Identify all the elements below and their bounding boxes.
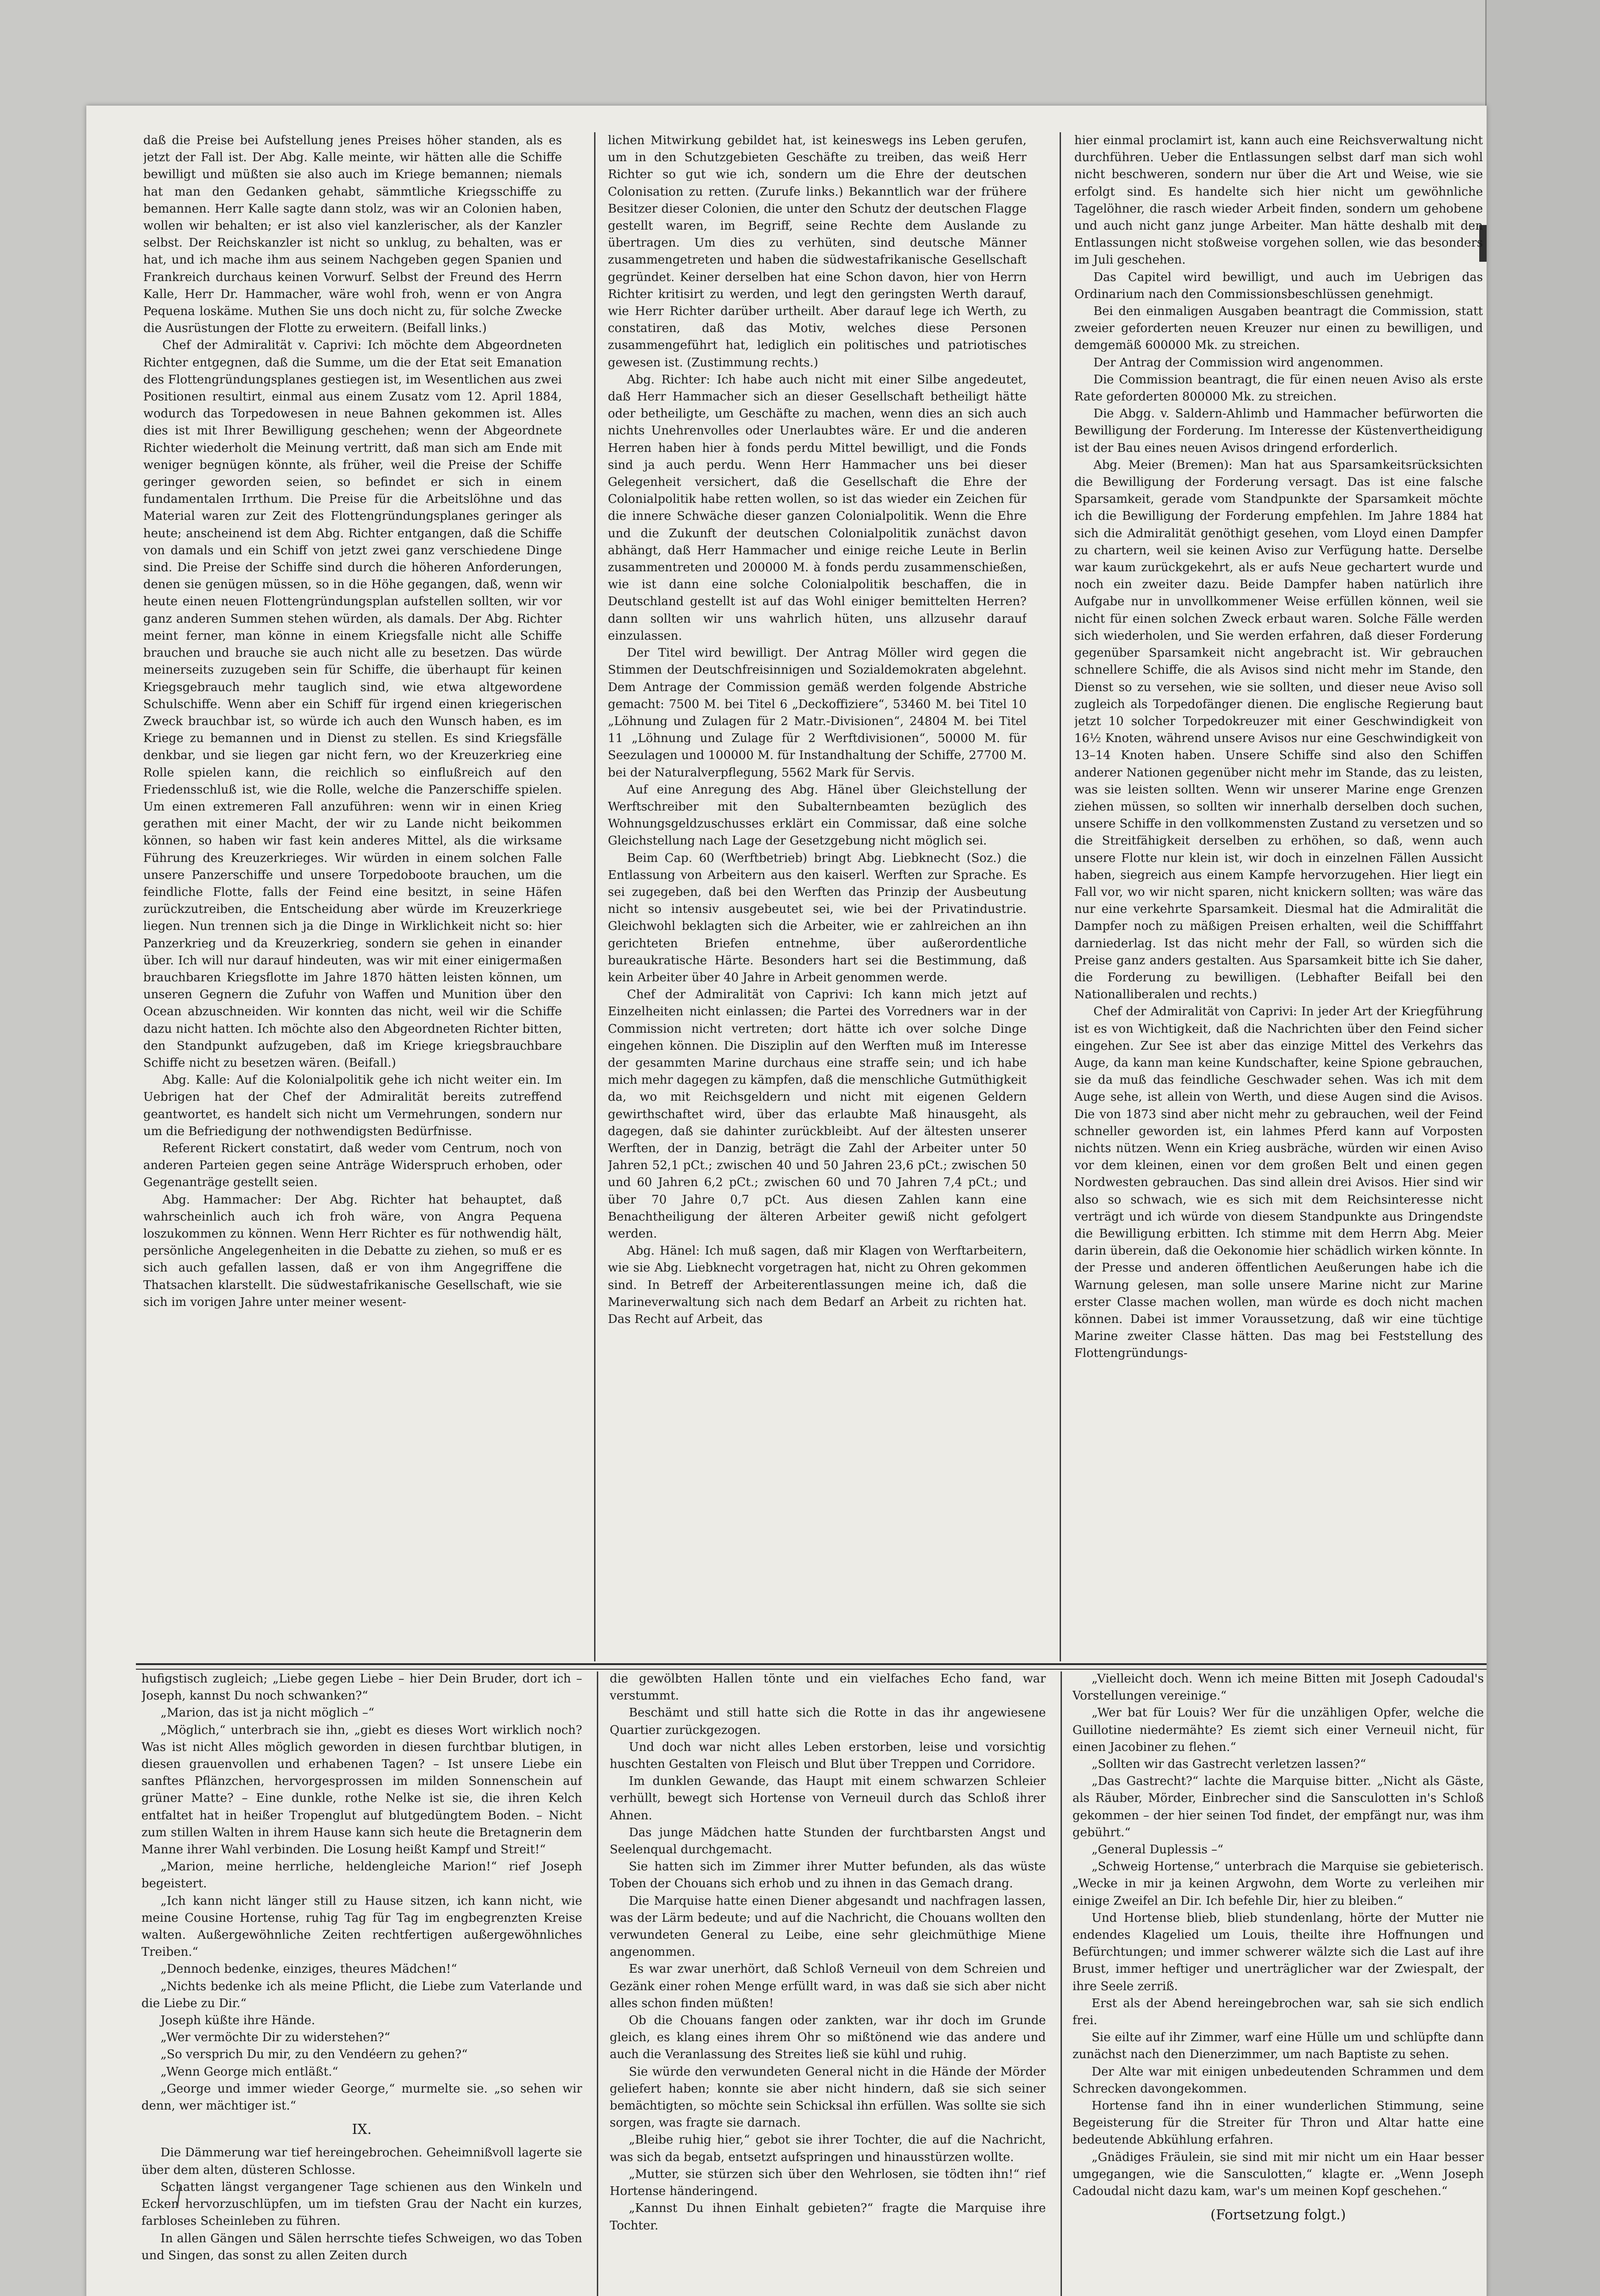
paragraph: „Vielleicht doch. Wenn ich meine Bitten mit Joseph Cadoudal's Vorstellungen vereinige.“ bbox=[1072, 1672, 1484, 1703]
paragraph: „Möglich,“ unterbrach sie ihn, „giebt es dieses Wort wirklich noch? Was ist nicht Alles möglich geworden in diesen furchtbar blutigen, in diesen grauenvollen und erhabenen Tagen? – Ist unsere Liebe ein sanftes Pflänzchen, hervorgesprossen im milden Sonnenschein auf grüner Matte? – Eine dunkle, rothe Nelke ist sie, die ihren Kelch entfaltet hat in heißer Tropenglut auf blutgedüngtem Boden. – Nicht zum stillen Walten in ihrem Hause kann sich heute die Bretagnerin dem Manne ihrer Wahl verbinden. Die Losung heißt Kampf und Streit!“ bbox=[141, 1723, 582, 1857]
paragraph: Die Commission beantragt, die für einen neuen Aviso als erste Rate geforderten 800000 Mk. zu streichen. bbox=[1074, 372, 1483, 404]
paragraph: „Nichts bedenke ich als meine Pflicht, die Liebe zum Vaterlande und die Liebe zu Dir.“ bbox=[141, 1979, 582, 2010]
paragraph: Erst als der Abend hereingebrochen war, sah sie sich endlich frei. bbox=[1072, 1996, 1484, 2028]
paragraph: Chef der Admiralität von Caprivi: Ich kann mich jetzt auf Einzelheiten nicht einlassen; die Partei des Vorredners war in der Commission nicht vertreten; dort hätte ich over solche Dinge eingehen können. Die Disziplin auf den Werften muß im Interesse der gesammten Marine durchaus eine straffe sein; und ich habe mich mehr dagegen zu kämpfen, daß die menschliche Gutmüthigkeit da, wo mit Reichsgeldern und nicht mit eigenen Geldern gewirthschaftet wird, über das erlaubte Maß hinausgeht, als dagegen, daß sie dahinter zurückbleibt. Auf der ältesten unserer Werften, der in Danzig, beträgt die Zahl der Arbeiter unter 50 Jahren 52,1 pCt.; zwischen 40 und 50 Jahren 23,6 pCt.; zwischen 50 und 60 Jahren 6,2 pCt.; zwischen 60 und 70 Jahren 7,4 pCt.; und über 70 Jahre 0,7 pCt. Aus diesen Zahlen kann eine Benachtheiligung der älteren Arbeiter gewiß nicht gefolgert werden. bbox=[608, 988, 1027, 1241]
paragraph: die gewölbten Hallen tönte und ein vielfaches Echo fand, war verstummt. bbox=[610, 1672, 1046, 1703]
paragraph: Abg. Kalle: Auf die Kolonialpolitik gehe ich nicht weiter ein. Im Uebrigen hat der Chef der Admiralität bereits zutreffend geantwortet, es handelt sich nicht um Vermehrungen, sondern nur um die Befriedigung der nothwendigsten Bedürfnisse. bbox=[143, 1073, 562, 1138]
continuation-note: (Fortsetzung folgt.) bbox=[1210, 2207, 1346, 2223]
paragraph: Joseph küßte ihre Hände. bbox=[160, 2014, 315, 2028]
paragraph: In allen Gängen und Sälen herrschte tiefes Schweigen, wo das Toben und Singen, das sonst zu allen Zeiten durch bbox=[141, 2231, 582, 2262]
paragraph: „Bleibe ruhig hier,“ gebot sie ihrer Tochter, die auf die Nachricht, was sich da begab, entsetzt aufspringen und hinausstürzen wollte. bbox=[610, 2133, 1046, 2164]
paragraph: Abg. Hammacher: Der Abg. Richter hat behauptet, daß wahrscheinlich auch ich froh wäre, von Angra Pequena loszukommen zu können. Wenn Herr Richter es für nothwendig hält, persönliche Angelegenheiten in die Debatte zu ziehen, so muß er es sich auch gefallen lassen, daß er von ihm Angegriffene die Thatsachen klarstellt. Die südwestafrikanische Gesellschaft, wie sie sich im vorigen Jahre unter meiner wesent- bbox=[143, 1193, 562, 1309]
paragraph: „Schweig Hortense,“ unterbrach die Marquise sie gebieterisch. „Wecke in mir ja keinen Argwohn, dem Worte zu verleihen mir einige Zweifel an Dir. Ich befehle Dir, hier zu bleiben.“ bbox=[1072, 1860, 1484, 1908]
paragraph: Der Alte war mit einigen unbedeutenden Schrammen und dem Schrecken davongekommen. bbox=[1072, 2065, 1484, 2096]
scanner-background-strip bbox=[1487, 0, 1600, 2296]
paragraph: Das junge Mädchen hatte Stunden der furchtbarsten Angst und Seelenqual durchgemacht. bbox=[610, 1825, 1046, 1857]
paragraph: Die Dämmerung war tief hereingebrochen. Geheimnißvoll lagerte sie über dem alten, düsteren Schlosse. bbox=[141, 2146, 582, 2177]
paragraph: Die Marquise hatte einen Diener abgesandt und nachfragen lassen, was der Lärm bedeute; und auf die Nachricht, die Chouans wollten den verwundeten General zu Leibe, eine sehr gleichmüthige Miene angenommen. bbox=[610, 1894, 1046, 1959]
parliament-report-column-1 bbox=[143, 132, 562, 1661]
feuilleton-column-3 bbox=[1072, 1671, 1484, 2296]
feuilleton-separator-rule bbox=[136, 1663, 1487, 1670]
paragraph: daß die Preise bei Aufstellung jenes Preises höher standen, als es jetzt der Fall ist. Der Abg. Kalle meinte, wir hätten alle die Schiffe bewilligt und müßten sie also auch im Kriege bemannen; niemals hat man den Gedanken gehabt, sämmtliche Kriegsschiffe zu bemannen. Herr Kalle sagte dann stolz, was wir an Colonien haben, wollen wir behalten; er ist also viel kanzlerischer, als der Kanzler selbst. Der Reichskanzler ist nicht so unklug, zu behalten, was er hat, und ich mache ihm aus seinem Nachgeben gegen Spanien und Frankreich durchaus keinen Vorwurf. Selbst der Freund des Herrn Kalle, Herr Dr. Hammacher, wäre wohl froh, wenn er von Angra Pequena loskäme. Muthen Sie uns doch nicht zu, für solche Zwecke die Ausrüstungen der Flotte zu erweitern. (Beifall links.) bbox=[143, 134, 562, 336]
feuilleton-column-2 bbox=[610, 1671, 1046, 2296]
paragraph: Chef der Admiralität von Caprivi: In jeder Art der Kriegführung ist es von Wichtigkeit, daß die Nachrichten über den Feind sicher eingehen. Zur See ist aber das einzige Mittel des Verkehrs das Auge, da kann man keine Kundschafter, keine Spione gebrauchen, sie da muß das feindliche Geschwader sehen. Was ich mit dem Auge sehe, ist allein von Werth, und diese Augen sind die Avisos. Die von 1873 sind aber nicht mehr zu gebrauchen, weil der Feind schneller geworden ist, ein lahmes Pferd kann auf Vorposten nichts nützen. Wenn ein Krieg ausbräche, würden wir einen Aviso vor dem kleinen, einen vor dem großen Belt und einen gegen Nordwesten gebrauchen. Das sind allein drei Avisos. Hier sind wir also so schwach, wie es sich mit dem Reichsinteresse nicht verträgt und ich würde von diesem Standpunkte aus Dringendste die Bewilligung erbitten. Ich stimme mit dem Herrn Abg. Meier darin überein, daß die Oekonomie hier schädlich wirken könnte. In der Presse und anderen öffentlichen Aeußerungen habe ich die Warnung gelesen, man solle unsere Marine nicht zur Marine erster Classe machen wollen, man würde es doch nicht machen können. Dabei ist immer Voraussetzung, daß wir eine tüchtige Marine zweiter Classe hätten. Das mag bei Feststellung des Flottengründungs- bbox=[1074, 1005, 1483, 1361]
paragraph: „Kannst Du ihnen Einhalt gebieten?“ fragte die Marquise ihre Tochter. bbox=[610, 2201, 1046, 2233]
paragraph: „General Duplessis –“ bbox=[1091, 1843, 1224, 1857]
paragraph: hier einmal proclamirt ist, kann auch eine Reichsverwaltung nicht durchführen. Ueber die Entlassungen selbst darf man sich wohl nicht beschweren, sondern nur über die Art und Weise, wie sie erfolgt sind. Es handelte sich hier nicht um gewöhnliche Tagelöhner, die rasch wieder Arbeit finden, sondern um gehobene und auch nicht ganz junge Arbeiter. Man hätte deshalb mit den Entlassungen nicht stoßweise vorgehen sollen, wie das besonders im Juli geschehen. bbox=[1074, 134, 1483, 267]
paragraph: Schatten längst vergangener Tage schienen aus den Winkeln und Ecken hervorzuschlüpfen, um im tiefsten Grau der Nacht ein kurzes, farbloses Scheinleben zu führen. bbox=[141, 2180, 582, 2228]
paragraph: „Sollten wir das Gastrecht verletzen lassen?“ bbox=[1091, 1757, 1366, 1772]
paragraph: Abg. Hänel: Ich muß sagen, daß mir Klagen von Werftarbeitern, wie sie Abg. Liebknecht vorgetragen hat, nicht zu Ohren gekommen sind. In Betreff der Arbeiterentlassungen meine ich, daß die Marineverwaltung sich nach dem Bedarf an Arbeit zu richten hat. Das Recht auf Arbeit, das bbox=[608, 1244, 1027, 1327]
column-divider bbox=[1060, 132, 1061, 1661]
paragraph: Sie würde den verwundeten General nicht in die Hände der Mörder geliefert haben; konnte sie aber nicht hindern, daß sie sich seiner bemächtigten, so möchte sein Schicksal ihn erfüllen. Was sollte sie sich sorgen, was fragte sie darnach. bbox=[610, 2065, 1046, 2130]
paragraph: „Das Gastrecht?“ lachte die Marquise bitter. „Nicht als Gäste, als Räuber, Mörder, Einbrecher sind die Sansculotten in's Schloß gekommen – der hier seinen Tod findet, der empfängt nur, was ihm gebührt.“ bbox=[1072, 1774, 1484, 1840]
paragraph: Sie eilte auf ihr Zimmer, warf eine Hülle um und schlüpfte dann zunächst nach den Dienerzimmer, um nach Baptiste zu sehen. bbox=[1072, 2031, 1484, 2062]
paragraph: „Marion, meine herrliche, heldengleiche Marion!“ rief Joseph begeistert. bbox=[141, 1860, 582, 1891]
paragraph: „Wenn George mich entläßt.“ bbox=[160, 2065, 338, 2079]
parliament-report-column-2 bbox=[608, 132, 1027, 1661]
column-divider bbox=[594, 132, 595, 1661]
paragraph: Es war zwar unerhört, daß Schloß Verneuil von dem Schreien und Gezänk einer rohen Menge erfüllt ward, in was daß sie sich aber nicht alles schon finden müßten! bbox=[610, 1962, 1046, 2010]
paragraph: Im dunklen Gewande, das Haupt mit einem schwarzen Schleier verhüllt, bewegt sich Hortense von Verneuil durch das Schloß ihrer Ahnen. bbox=[610, 1774, 1046, 1823]
paragraph: Das Capitel wird bewilligt, und auch im Uebrigen das Ordinarium nach den Commissionsbeschlüssen genehmigt. bbox=[1074, 270, 1483, 301]
paragraph: Hortense fand ihn in einer wunderlichen Stimmung, seine Begeisterung für die Streiter für Thron und Altar hatte eine bedeutende Abkühlung erfahren. bbox=[1072, 2099, 1484, 2147]
parliament-report-column-3 bbox=[1074, 132, 1483, 1661]
paragraph: Der Antrag der Commission wird angenommen. bbox=[1093, 355, 1384, 370]
newspaper-page bbox=[86, 106, 1487, 2296]
paragraph: Der Titel wird bewilligt. Der Antrag Möller wird gegen die Stimmen der Deutschfreisinnigen und Sozialdemokraten abgelehnt. Dem Antrage der Commission gemäß werden folgende Abstriche gemacht: 7500 M. bei Titel 6 „Deckoffiziere“, 53460 M. bei Titel 10 „Löhnung und Zulagen für 2 Matr.-Divisionen“, 24804 M. bei Titel 11 „Löhnung und Zulage für 2 Werftdivisionen“, 50000 M. für Seezulagen und 100000 M. für Instandhaltung der Schiffe, 27700 M. bei der Naturalverpflegung, 5562 Mark für Servis. bbox=[608, 646, 1027, 780]
paragraph: Chef der Admiralität v. Caprivi: Ich möchte dem Abgeordneten Richter entgegnen, daß die Summe, um die der Etat seit Emanation des Flottengründungsplanes gestiegen ist, im Wesentlichen aus zwei Positionen resultirt, einmal aus einem Zusatz vom 12. April 1884, wodurch das Torpedowesen in neue Bahnen gekommen ist. Alles dies ist mit Ihrer Bewilligung geschehen; wenn der Abgeordnete Richter wiederholt die Meinung vertritt, daß man sich am Ende mit weniger begnügen könnte, als früher, weil die Preise der Schiffe geringer geworden seien, so befindet er sich in einem fundamentalen Irrthum. Die Preise für die Arbeitslöhne und das Material waren zur Zeit des Flottengründungsplanes geringer als heute; anscheinend ist dem Abg. Richter entgangen, daß die Schiffe von damals und ein Schiff von jetzt zwei ganz verschiedene Dinge sind. Die Preise der Schiffe sind durch die höheren Anforderungen, denen sie genügen müssen, so in die Höhe gegangen, daß, wenn wir heute einen neuen Flottengründungsplan aufstellen sollten, wir vor ganz anderen Summen stehen würden, als damals. Der Abg. Richter meint ferner, man könne in einem Kriegsfalle nicht alle Schiffe brauchen und brauche sie auch nicht alle zu besetzen. Das würde meinerseits zuzugeben sein für Schiffe, die überhaupt für keinen Kriegsgebrauch mehr tauglich sind, wie etwa altgewordene Schulschiffe. Wenn aber ein Schiff für irgend einen kriegerischen Zweck brauchbar ist, so würde ich auch den Wunsch haben, es im Kriege zu bemannen und in Dienst zu stellen. Es sind Kriegsfälle denkbar, und sie liegen gar nicht fern, wo der Kreuzerkrieg eine Rolle spielen kann, die reichlich so einflußreich auf den Friedensschluß ist, wie die Rolle, welche die Panzerschiffe spielen. Um einen extremeren Fall anzuführen: wenn wir in einen Krieg gerathen mit einer Macht, der wir zu Lande nicht beikommen können, so haben wir fast kein anderes Mittel, als die wirksame Führung des Kreuzerkrieges. Wir würden in einem solchen Falle unsere Panzerschiffe und unsere Torpedoboote brauchen, um die feindliche Flotte, falls der Feind eine besitzt, in seine Häfen zurückzutreiben, die Entscheidung aber würde im Kreuzerkriege liegen. Nun trennen sich ja die Dinge in Wirklichkeit nicht so: hier Panzerkrieg und da Kreuzerkrieg, sondern sie gehen in einander über. Ich will nur darauf hindeuten, was wir mit einer einigermaßen brauchbaren Kriegsflotte im Jahre 1870 hätten leisten können, um unseren Gegnern die Zufuhr von Waffen und Munition über den Ocean abzuschneiden. Wir konnten das nicht, weil wir die Schiffe dazu nicht hatten. Ich möchte also den Abgeordneten Richter bitten, den Standpunkt aufzugeben, daß im Kriege kriegsbrauchbare Schiffe nicht zu besetzen wären. (Beifall.) bbox=[143, 338, 562, 1070]
paragraph: „George und immer wieder George,“ murmelte sie. „so sehen wir denn, wer mächtiger ist.“ bbox=[141, 2082, 582, 2113]
column-divider bbox=[597, 1671, 598, 2296]
paragraph: Und doch war nicht alles Leben erstorben, leise und vorsichtig huschten Gestalten von Fleisch und Blut über Treppen und Corridore. bbox=[610, 1740, 1046, 1772]
paragraph: Ob die Chouans fangen oder zankten, war ihr doch im Grunde gleich, es klang eines ihrem Ohr so mißtönend wie das andere und auch die Veranlassung des Streites ließ sie kühl und ruhig. bbox=[610, 2014, 1046, 2062]
paragraph: Auf eine Anregung des Abg. Hänel über Gleichstellung der Werftschreiber mit den Subalternbeamten bezüglich des Wohnungsgeldzuschusses erklärt ein Commissar, daß eine solche Gleichstellung nach Lage der Gesetzgebung nicht möglich sei. bbox=[608, 782, 1027, 848]
paragraph: „Dennoch bedenke, einziges, theures Mädchen!“ bbox=[160, 1962, 457, 1976]
paragraph: „Wer bat für Louis? Wer für die unzähligen Opfer, welche die Guillotine niedermähte? Es ziemt sich einer Verneuil nicht, für einen Jacobiner zu flehen.“ bbox=[1072, 1706, 1484, 1754]
paragraph: Die Abgg. v. Saldern-Ahlimb und Hammacher befürworten die Bewilligung der Forderung. Im Interesse der Küstenvertheidigung ist der Bau eines neuen Avisos dringend erforderlich. bbox=[1074, 407, 1483, 455]
paragraph: lichen Mitwirkung gebildet hat, ist keineswegs ins Leben gerufen, um in den Schutzgebieten Geschäfte zu treiben, das weiß Herr Richter so gut wie ich, sondern um die Ehre der deutschen Colonisation zu retten. (Zurufe links.) Bekanntlich war der frühere Besitzer dieser Colonien, die unter den Schutz der deutschen Flagge gestellt waren, im Begriff, seine Rechte dem Auslande zu übertragen. Um dies zu verhüten, sind deutsche Männer zusammengetreten und haben die südwestafrikanische Gesellschaft gegründet. Keiner derselben hat eine Schon davon, hier von Herrn Richter kritisirt zu werden, und legt den geringsten Werth darauf, wie Herr Richter darüber urtheilt. Aber darauf lege ich Werth, zu constatiren, daß das Motiv, welches diese Personen zusammengeführt hat, lediglich ein politisches und patriotisches gewesen ist. (Zustimmung rechts.) bbox=[608, 134, 1027, 370]
paragraph: „Ich kann nicht länger still zu Hause sitzen, ich kann nicht, wie meine Cousine Hortense, ruhig Tag für Tag im engbegrenzten Kreise walten. Außergewöhnliche Zeiten rechtfertigen außergewöhnliches Treiben.“ bbox=[141, 1894, 582, 1959]
paragraph: Referent Rickert constatirt, daß weder vom Centrum, noch von anderen Parteien gegen seine Anträge Widerspruch erhoben, oder Gegenanträge gestellt seien. bbox=[143, 1141, 562, 1190]
paragraph: Abg. Meier (Bremen): Man hat aus Sparsamkeitsrücksichten die Bewilligung der Forderung versagt. Das ist eine falsche Sparsamkeit, gerade vom Standpunkte der Sparsamkeit möchte ich die Bewilligung der Forderung empfehlen. Im Jahre 1884 hat sich die Admiralität genöthigt gesehen, vom Lloyd einen Dampfer zu chartern, weil sie keinen Aviso zur Verfügung hatte. Derselbe war kaum zurückgekehrt, als er aufs Neue gechartert wurde und noch ein zweiter dazu. Beide Dampfer haben natürlich ihre Aufgabe nur in unvollkommener Weise erfüllen können, weil sie nicht für einen solchen Zweck erbaut waren. Solche Fälle werden sich wiederholen, und Sie werden erfahren, daß dieser Forderung gegenüber Sparsamkeit nicht angebracht ist. Wir gebrauchen schnellere Schiffe, die als Avisos sind nicht mehr im Stande, den Dienst so zu versehen, wie sie sollten, und dieser neue Aviso soll zugleich als Torpedofänger dienen. Die englische Regierung baut jetzt 10 solcher Torpedokreuzer mit einer Geschwindigkeit von 16½ Knoten, während unsere Avisos nur eine Geschwindigkeit von 13–14 Knoten haben. Unsere Schiffe sind also den Schiffen anderer Nationen gegenüber nicht mehr im Stande, das zu leisten, was sie leisten sollten. Wenn wir unserer Marine enge Grenzen ziehen müssen, so sollten wir innerhalb derselben doch suchen, unsere Schiffe in den vollkommensten Zustand zu versetzen und so die Streitfähigkeit derselben zu erhöhen, so daß, wenn auch unsere Flotte nur klein ist, wir doch in einzelnen Fällen Aussicht haben, siegreich aus einem Kampfe hervorzugehen. Hier liegt ein Fall vor, wo wir nicht sparen, nicht knickern sollten; was wäre das nur eine verkehrte Sparsamkeit. Diesmal hat die Admiralität die Dampfer noch zu mäßigen Preisen erhalten, weil die Schifffahrt darniederlag. Ist das nicht mehr der Fall, so würden sich die Preise ganz anders gestalten. Aus Sparsamkeit bitte ich Sie daher, die Forderung zu bewilligen. (Lebhafter Beifall bei den Nationalliberalen und rechts.) bbox=[1074, 458, 1483, 1002]
paragraph: Beim Cap. 60 (Werftbetrieb) bringt Abg. Liebknecht (Soz.) die Entlassung von Arbeitern aus den kaiserl. Werften zur Sprache. Es sei zugegeben, daß bei den Werften das Prinzip der Ausbeutung nicht so intensiv ausgebeutet sei, wie bei der Privatindustrie. Gleichwohl beklagten sich die Arbeiter, wie er zahlreichen an ihn gerichteten Briefen entnehme, über außerordentliche bureaukratische Härte. Besonders hart sei die Bestimmung, daß kein Arbeiter über 40 Jahre in Arbeit genommen werde. bbox=[608, 851, 1027, 985]
paragraph: „Gnädiges Fräulein, sie sind mit mir nicht um ein Haar besser umgegangen, wie die Sansculotten,“ klagte er. „Wenn Joseph Cadoudal nicht dazu kam, war's um meinen Kopf geschehen.“ bbox=[1072, 2150, 1484, 2199]
paragraph: Und Hortense blieb, blieb stundenlang, hörte der Mutter nie endendes Klagelied um Louis, theilte ihre Hoffnungen und Befürchtungen; und immer schwerer wälzte sich die Last auf ihre Brust, immer heftiger und unerträglicher war der Zwiespalt, der ihre Seele zerriß. bbox=[1072, 1911, 1484, 1993]
paragraph: Beschämt und still hatte sich die Rotte in das ihr angewiesene Quartier zurückgezogen. bbox=[610, 1706, 1046, 1737]
chapter-heading: IX. bbox=[352, 2122, 372, 2138]
paragraph: Sie hatten sich im Zimmer ihrer Mutter befunden, als das wüste Toben der Chouans sich erhob und zu ihnen in das Gemach drang. bbox=[610, 1860, 1046, 1891]
column-divider bbox=[1061, 1671, 1062, 2296]
paragraph: „Mutter, sie stürzen sich über den Wehrlosen, sie tödten ihn!“ rief Hortense händeringend. bbox=[610, 2167, 1046, 2199]
paragraph: hufigstisch zugleich; „Liebe gegen Liebe – hier Dein Bruder, dort ich – Joseph, kannst Du noch schwanken?“ bbox=[141, 1672, 582, 1703]
paragraph: Bei den einmaligen Ausgaben beantragt die Commission, statt zweier geforderten neuen Kreuzer nur einen zu bewilligen, und demgemäß 600000 Mk. zu streichen. bbox=[1074, 304, 1483, 353]
paragraph: „Marion, das ist ja nicht möglich –“ bbox=[160, 1706, 375, 1720]
paragraph: „So versprich Du mir, zu den Vendéern zu gehen?“ bbox=[160, 2048, 468, 2062]
paragraph: „Wer vermöchte Dir zu widerstehen?“ bbox=[160, 2031, 390, 2045]
feuilleton-column-1 bbox=[141, 1671, 582, 2296]
paragraph: Abg. Richter: Ich habe auch nicht mit einer Silbe angedeutet, daß Herr Hammacher sich an dieser Gesellschaft betheiligt hätte oder betheiligte, um Geschäfte zu machen, wenn dies an sich auch nichts Unehrenvolles oder Unerlaubtes wäre. Er und die anderen Herren haben hier à fonds perdu Mittel bewilligt, und die Fonds sind ja auch perdu. Wenn Herr Hammacher uns bei dieser Gelegenheit versichert, daß die Gesellschaft die Ehre der Colonialpolitik habe retten wollen, so ist das wieder ein Zeichen für die innere Schwäche dieser ganzen Colonialpolitik. Wenn die Ehre und die Zukunft der deutschen Colonialpolitik zunächst davon abhängt, daß Herr Hammacher und einige reiche Leute in Berlin zusammentreten und 200000 M. à fonds perdu zusammenschießen, wie ist dann eine solche Colonialpolitik beschaffen, die in Deutschland gestellt ist auf das Wohl einiger bemittelten Herren? dann sollten wir uns wahrlich hüten, uns allzusehr darauf einzulassen. bbox=[608, 372, 1027, 643]
